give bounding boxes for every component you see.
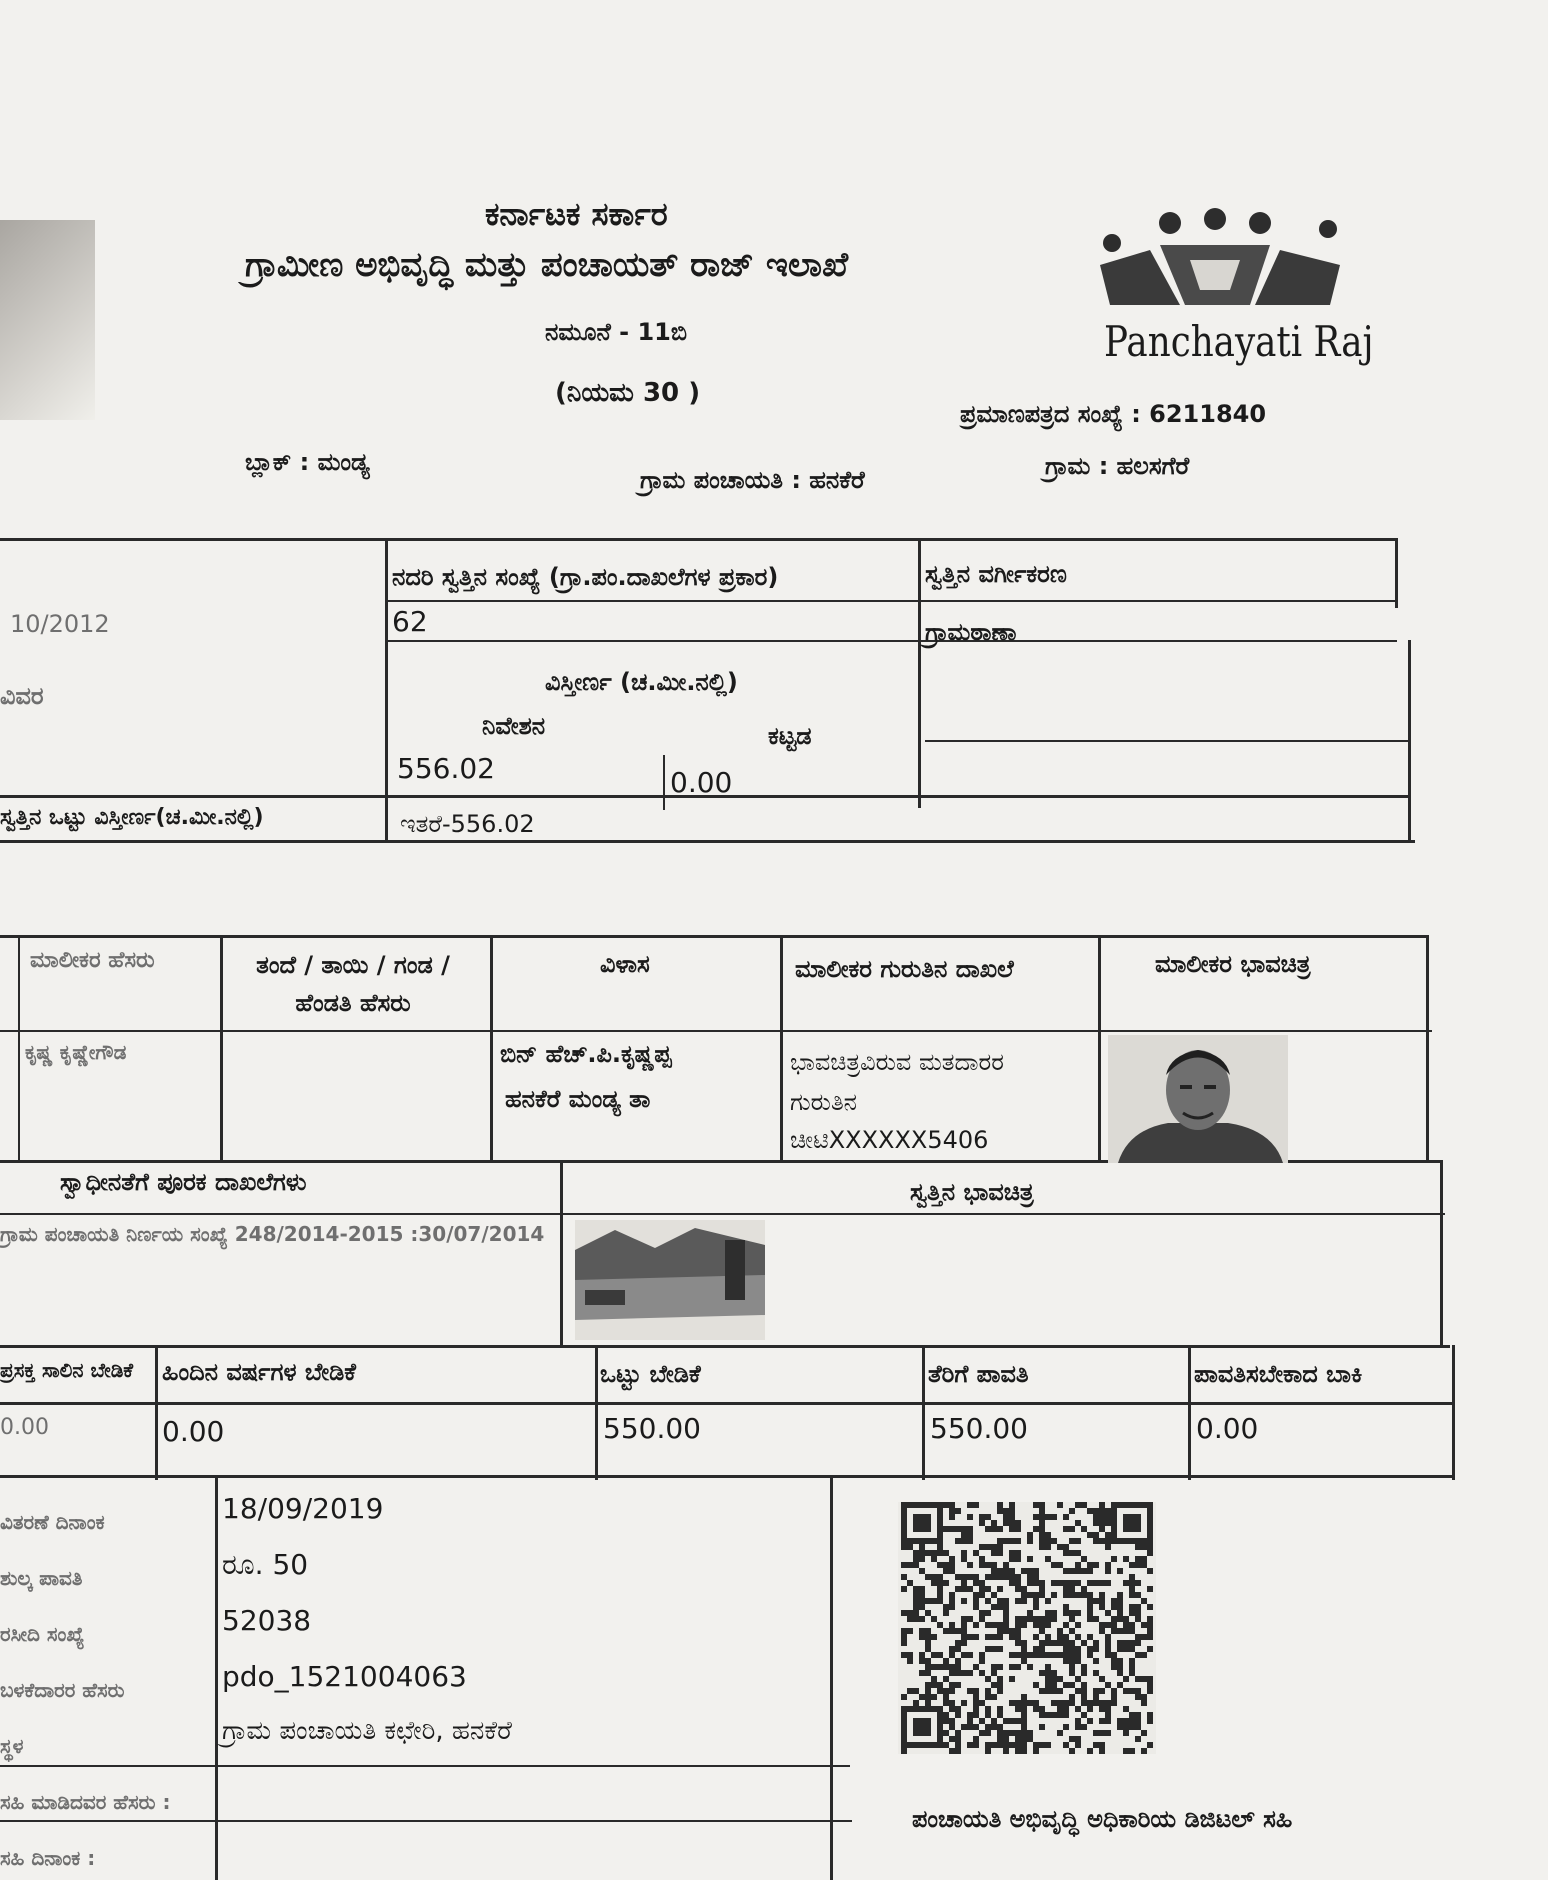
form-number: ನಮೂನೆ - 11ಬಿ	[545, 318, 687, 346]
certificate-number: ಪ್ರಮಾಣಪತ್ರದ ಸಂಖ್ಯೆ : 6211840	[960, 400, 1267, 428]
issue-date-label: ವಿತರಣೆ ದಿನಾಂಕ	[0, 1510, 105, 1534]
owner-photo	[1108, 1035, 1288, 1163]
block-name: ಬ್ಲಾಕ್ : ಮಂಡ್ಯ	[245, 448, 370, 476]
user-value: pdo_1521004063	[222, 1660, 467, 1693]
owner-address-value-2: ಹನಕೆರೆ ಮಂಡ್ಯ ತಾ	[505, 1085, 651, 1113]
side-label: ವಿವರ	[0, 682, 44, 710]
fee-value: ರೂ. 50	[222, 1548, 309, 1581]
tax-paid-value: 550.00	[930, 1412, 1028, 1445]
torn-edge-decoration	[0, 220, 95, 420]
current-demand-value: 0.00	[0, 1415, 49, 1440]
logo-text: Panchayati Raj	[1104, 317, 1374, 366]
owner-address-header: ವಿಳಾಸ	[600, 950, 650, 978]
owner-id-header: ಮಾಲೀಕರ ಗುರುತಿನ ದಾಖಲೆ	[795, 955, 1014, 983]
owner-id-value-1: ಭಾವಚಿತ್ರವಿರುವ ಮತದಾರರ	[790, 1048, 1004, 1076]
property-number-label: ನದರಿ ಸ್ವತ್ತಿನ ಸಂಖ್ಯೆ (ಗ್ರಾ.ಪಂ.ದಾಖಲೆಗಳ ಪ್ರಕಾರ)	[392, 563, 779, 591]
current-demand-header: ಪ್ರಸಕ್ತ ಸಾಲಿನ ಬೇಡಿಕೆ	[0, 1358, 134, 1382]
gram-panchayat-name: ಗ್ರಾಮ ಪಂಚಾಯತಿ : ಹನಕೆರೆ	[640, 466, 865, 494]
owner-id-value-2: ಗುರುತಿನ	[790, 1088, 858, 1116]
issue-date-value: 18/09/2019	[222, 1492, 384, 1525]
rule-number: (ನಿಯಮ 30 )	[555, 378, 701, 408]
classification-label: ಸ್ವತ್ತಿನ ವರ್ಗೀಕರಣ	[925, 560, 1067, 588]
owner-address-value-1: ಬಿನ್ ಹೆಚ್.ಪಿ.ಕೃಷ್ಣಪ್ಪ	[500, 1040, 672, 1068]
owner-name-header: ಮಾಲೀಕರ ಹೆಸರು	[30, 948, 155, 973]
supporting-documents-value: ಗ್ರಾಮ ಪಂಚಾಯತಿ ನಿರ್ಣಯ ಸಂಖ್ಯೆ 248/2014-2015 :30/07/2014	[0, 1222, 545, 1246]
qr-code	[898, 1502, 1156, 1754]
property-number-value: 62	[392, 605, 428, 638]
site-area-value: 556.02	[397, 752, 495, 785]
owner-id-value-3: ಚೀಟಿXXXXXX5406	[790, 1126, 989, 1154]
signer-name-label: ಸಹಿ ಮಾಡಿದವರ ಹೆಸರು :	[0, 1790, 171, 1814]
area-label: ವಿಸ್ತೀರ್ಣ (ಚ.ಮೀ.ನಲ್ಲಿ)	[545, 668, 738, 696]
balance-due-header: ಪಾವತಿಸಬೇಕಾದ ಬಾಕಿ	[1194, 1360, 1363, 1388]
place-label: ಸ್ಥಳ	[0, 1734, 24, 1758]
receipt-label: ರಸೀದಿ ಸಂಖ್ಯೆ	[0, 1622, 85, 1646]
header-line1: ಕರ್ನಾಟಕ ಸರ್ಕಾರ	[485, 195, 668, 233]
building-label: ಕಟ್ಟಡ	[768, 722, 812, 750]
user-label: ಬಳಕೆದಾರರ ಹೆಸರು	[0, 1678, 125, 1702]
side-date: 10/2012	[10, 610, 110, 638]
panchayati-raj-logo	[1090, 205, 1374, 366]
previous-demand-value: 0.00	[162, 1415, 225, 1448]
total-area-value: ಇತರೆ-556.02	[400, 810, 535, 838]
receipt-value: 52038	[222, 1604, 312, 1637]
header-line2: ಗ್ರಾಮೀಣ ಅಭಿವೃದ್ಧಿ ಮತ್ತು ಪಂಚಾಯತ್ ರಾಜ್ ಇಲಾಖೆ	[245, 245, 849, 285]
owner-name-value: ಕೃಷ್ಣ ಕೃಷ್ಣೇಗೌಡ	[25, 1040, 127, 1064]
digital-signature-caption: ಪಂಚಾಯತಿ ಅಭಿವೃದ್ಧಿ ಅಧಿಕಾರಿಯ ಡಿಜಿಟಲ್ ಸಹಿ	[912, 1805, 1293, 1833]
site-label: ನಿವೇಶನ	[482, 712, 546, 740]
fee-label: ಶುಲ್ಕ ಪಾವತಿ	[0, 1566, 83, 1590]
supporting-documents-label: ಸ್ವಾಧೀನತೆಗೆ ಪೂರಕ ದಾಖಲೆಗಳು	[60, 1168, 307, 1196]
classification-value: ಗ್ರಾಮಠಾಣಾ	[925, 618, 1017, 646]
total-demand-header: ಒಟ್ಟು ಬೇಡಿಕೆ	[600, 1360, 701, 1388]
village-name: ಗ್ರಾಮ : ಹಲಸಗೆರೆ	[1045, 452, 1190, 480]
tax-paid-header: ತೆರಿಗೆ ಪಾವತಿ	[928, 1360, 1029, 1388]
owner-parent-header-1: ತಂದೆ / ತಾಯಿ / ಗಂಡ / ಹೆಂಡತಿ ಹೆಸರು	[256, 951, 450, 1017]
sign-date-label: ಸಹಿ ದಿನಾಂಕ :	[0, 1846, 96, 1870]
previous-demand-header: ಹಿಂದಿನ ವರ್ಷಗಳ ಬೇಡಿಕೆ	[162, 1358, 356, 1386]
property-photo-label: ಸ್ವತ್ತಿನ ಭಾವಚಿತ್ರ	[910, 1178, 1034, 1206]
building-area-value: 0.00	[670, 766, 733, 799]
place-value: ಗ್ರಾಮ ಪಂಚಾಯತಿ ಕಛೇರಿ, ಹನಕೆರೆ	[222, 1716, 512, 1746]
property-photo	[575, 1220, 765, 1340]
total-demand-value: 550.00	[603, 1412, 701, 1445]
balance-due-value: 0.00	[1196, 1412, 1259, 1445]
owner-photo-header: ಮಾಲೀಕರ ಭಾವಚಿತ್ರ	[1155, 950, 1311, 978]
total-area-label: ಸ್ವತ್ತಿನ ಒಟ್ಟು ವಿಸ್ತೀರ್ಣ(ಚ.ಮೀ.ನಲ್ಲಿ)	[0, 805, 264, 830]
